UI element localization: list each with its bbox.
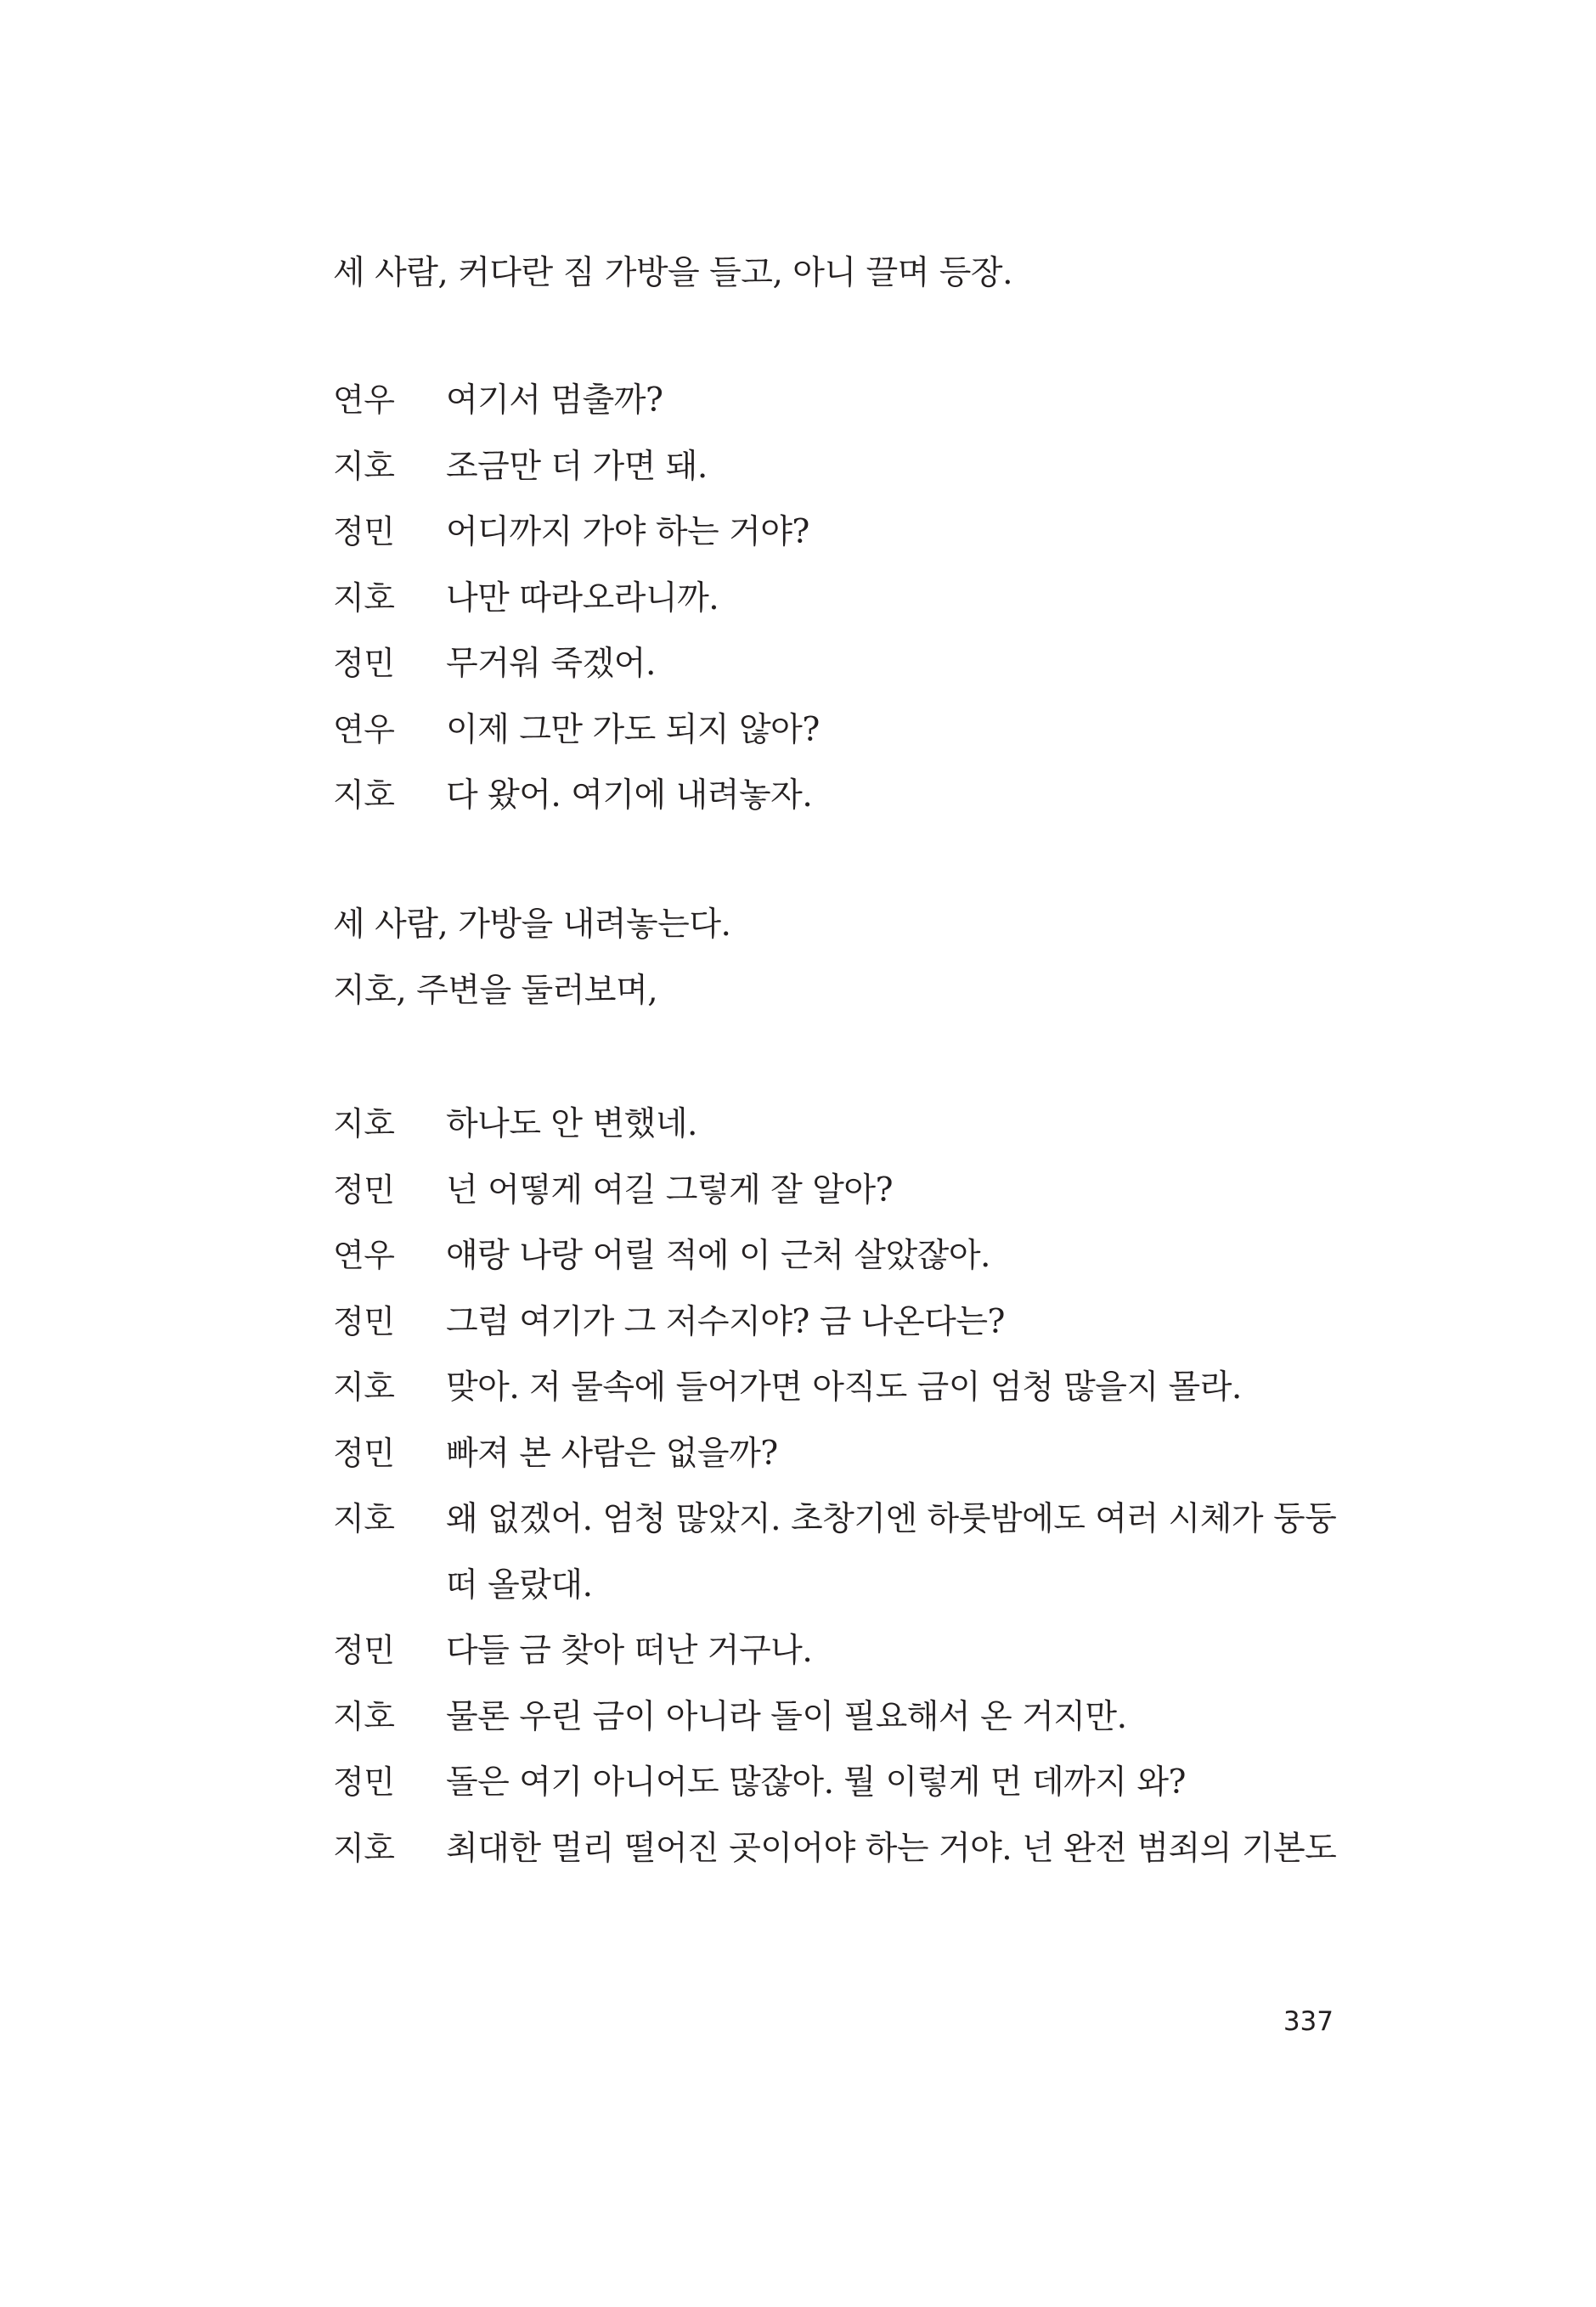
- speaker-name: 지호: [333, 1368, 395, 1406]
- speaker-name: 지호: [333, 1500, 395, 1537]
- dialogue-text: 돌은 여기 아니어도 많잖아. 뭘 이렇게 먼 데까지 와?: [446, 1763, 1186, 1802]
- dialogue-line: [333, 1684, 1352, 1751]
- speaker-name: 정민: [333, 1763, 395, 1801]
- speaker-name: 정민: [333, 1302, 395, 1340]
- speaker-name: 지호: [333, 1829, 395, 1867]
- dialogue-line: [333, 1158, 1352, 1224]
- dialogue-line: [333, 1289, 1352, 1356]
- speaker-name: 지호: [333, 578, 395, 617]
- dialogue-line: [333, 1355, 1352, 1421]
- dialogue-line: [333, 1223, 1352, 1289]
- dialogue-text: 맞아. 저 물속에 들어가면 아직도 금이 엄청 많을지 몰라.: [446, 1368, 1242, 1407]
- dialogue-continuation: 떠 올랐대.: [446, 1565, 593, 1605]
- speaker-name: 정민: [333, 1632, 395, 1669]
- dialogue-text: 왜 없겠어. 엄청 많았지. 초창기엔 하룻밤에도 여러 시체가 둥둥: [446, 1500, 1337, 1538]
- dialogue-text: 하나도 안 변했네.: [446, 1105, 697, 1143]
- dialogue-text: 다 왔어. 여기에 내려놓자.: [446, 776, 813, 815]
- dialogue-text: 그럼 여기가 그 저수지야? 금 나온다는?: [446, 1302, 1005, 1341]
- dialogue-line: [333, 631, 1352, 697]
- stage-direction-block: [333, 892, 1352, 1024]
- dialogue-line: [333, 1816, 1352, 1882]
- dialogue-text: 빠져 본 사람은 없을까?: [446, 1434, 778, 1473]
- dialogue-text: 나만 따라오라니까.: [446, 578, 719, 618]
- dialogue-text: 다들 금 찾아 떠난 거구나.: [446, 1632, 813, 1670]
- dialogue-line: [333, 763, 1352, 829]
- speaker-name: 연우: [333, 710, 395, 748]
- dialogue-line: [333, 1750, 1352, 1816]
- speaker-name: 지호: [333, 447, 395, 485]
- dialogue-text: 얘랑 나랑 어릴 적에 이 근처 살았잖아.: [446, 1237, 990, 1275]
- speaker-name: 지호: [333, 1105, 395, 1142]
- dialogue-block-1: [333, 368, 1352, 829]
- stage-direction-entrance: [333, 240, 1352, 307]
- dialogue-block-2: [333, 1091, 1352, 1881]
- dialogue-text: 이제 그만 가도 되지 않아?: [446, 710, 820, 749]
- dialogue-line: [333, 697, 1352, 764]
- dialogue-line: [333, 499, 1352, 566]
- dialogue-line: [333, 1486, 1352, 1553]
- dialogue-line: [333, 368, 1352, 434]
- dialogue-line: [333, 434, 1352, 500]
- dialogue-text: 넌 어떻게 여길 그렇게 잘 알아?: [446, 1170, 893, 1210]
- dialogue-line: [333, 1421, 1352, 1487]
- speaker-name: 지호: [333, 1697, 395, 1735]
- dialogue-line: [333, 566, 1352, 632]
- speaker-name: 지호: [333, 776, 395, 814]
- dialogue-line: [333, 1091, 1352, 1158]
- speaker-name: 연우: [333, 1237, 395, 1274]
- speaker-name: 정민: [333, 513, 395, 550]
- speaker-name: 연우: [333, 381, 395, 419]
- dialogue-text: 물론 우린 금이 아니라 돌이 필요해서 온 거지만.: [446, 1697, 1127, 1736]
- speaker-name: 정민: [333, 1170, 395, 1209]
- dialogue-line: [333, 1618, 1352, 1684]
- dialogue-text: 조금만 더 가면 돼.: [446, 447, 708, 486]
- stage-direction-line: 세 사람, 가방을 내려놓는다.: [333, 905, 731, 944]
- stage-direction-line: 세 사람, 커다란 짐 가방을 들고, 아니 끌며 등장.: [333, 254, 1012, 292]
- speaker-name: 정민: [333, 645, 395, 682]
- speaker-name: 정민: [333, 1434, 395, 1472]
- page-number: 337: [1283, 2006, 1334, 2037]
- dialogue-text: 무거워 죽겠어.: [446, 645, 656, 683]
- dialogue-text: 어디까지 가야 하는 거야?: [446, 513, 809, 551]
- dialogue-text: 여기서 멈출까?: [446, 381, 663, 420]
- dialogue-text: 최대한 멀리 떨어진 곳이어야 하는 거야. 넌 완전 범죄의 기본도: [446, 1829, 1337, 1868]
- stage-direction-line: 지호, 주변을 둘러보며,: [333, 971, 658, 1010]
